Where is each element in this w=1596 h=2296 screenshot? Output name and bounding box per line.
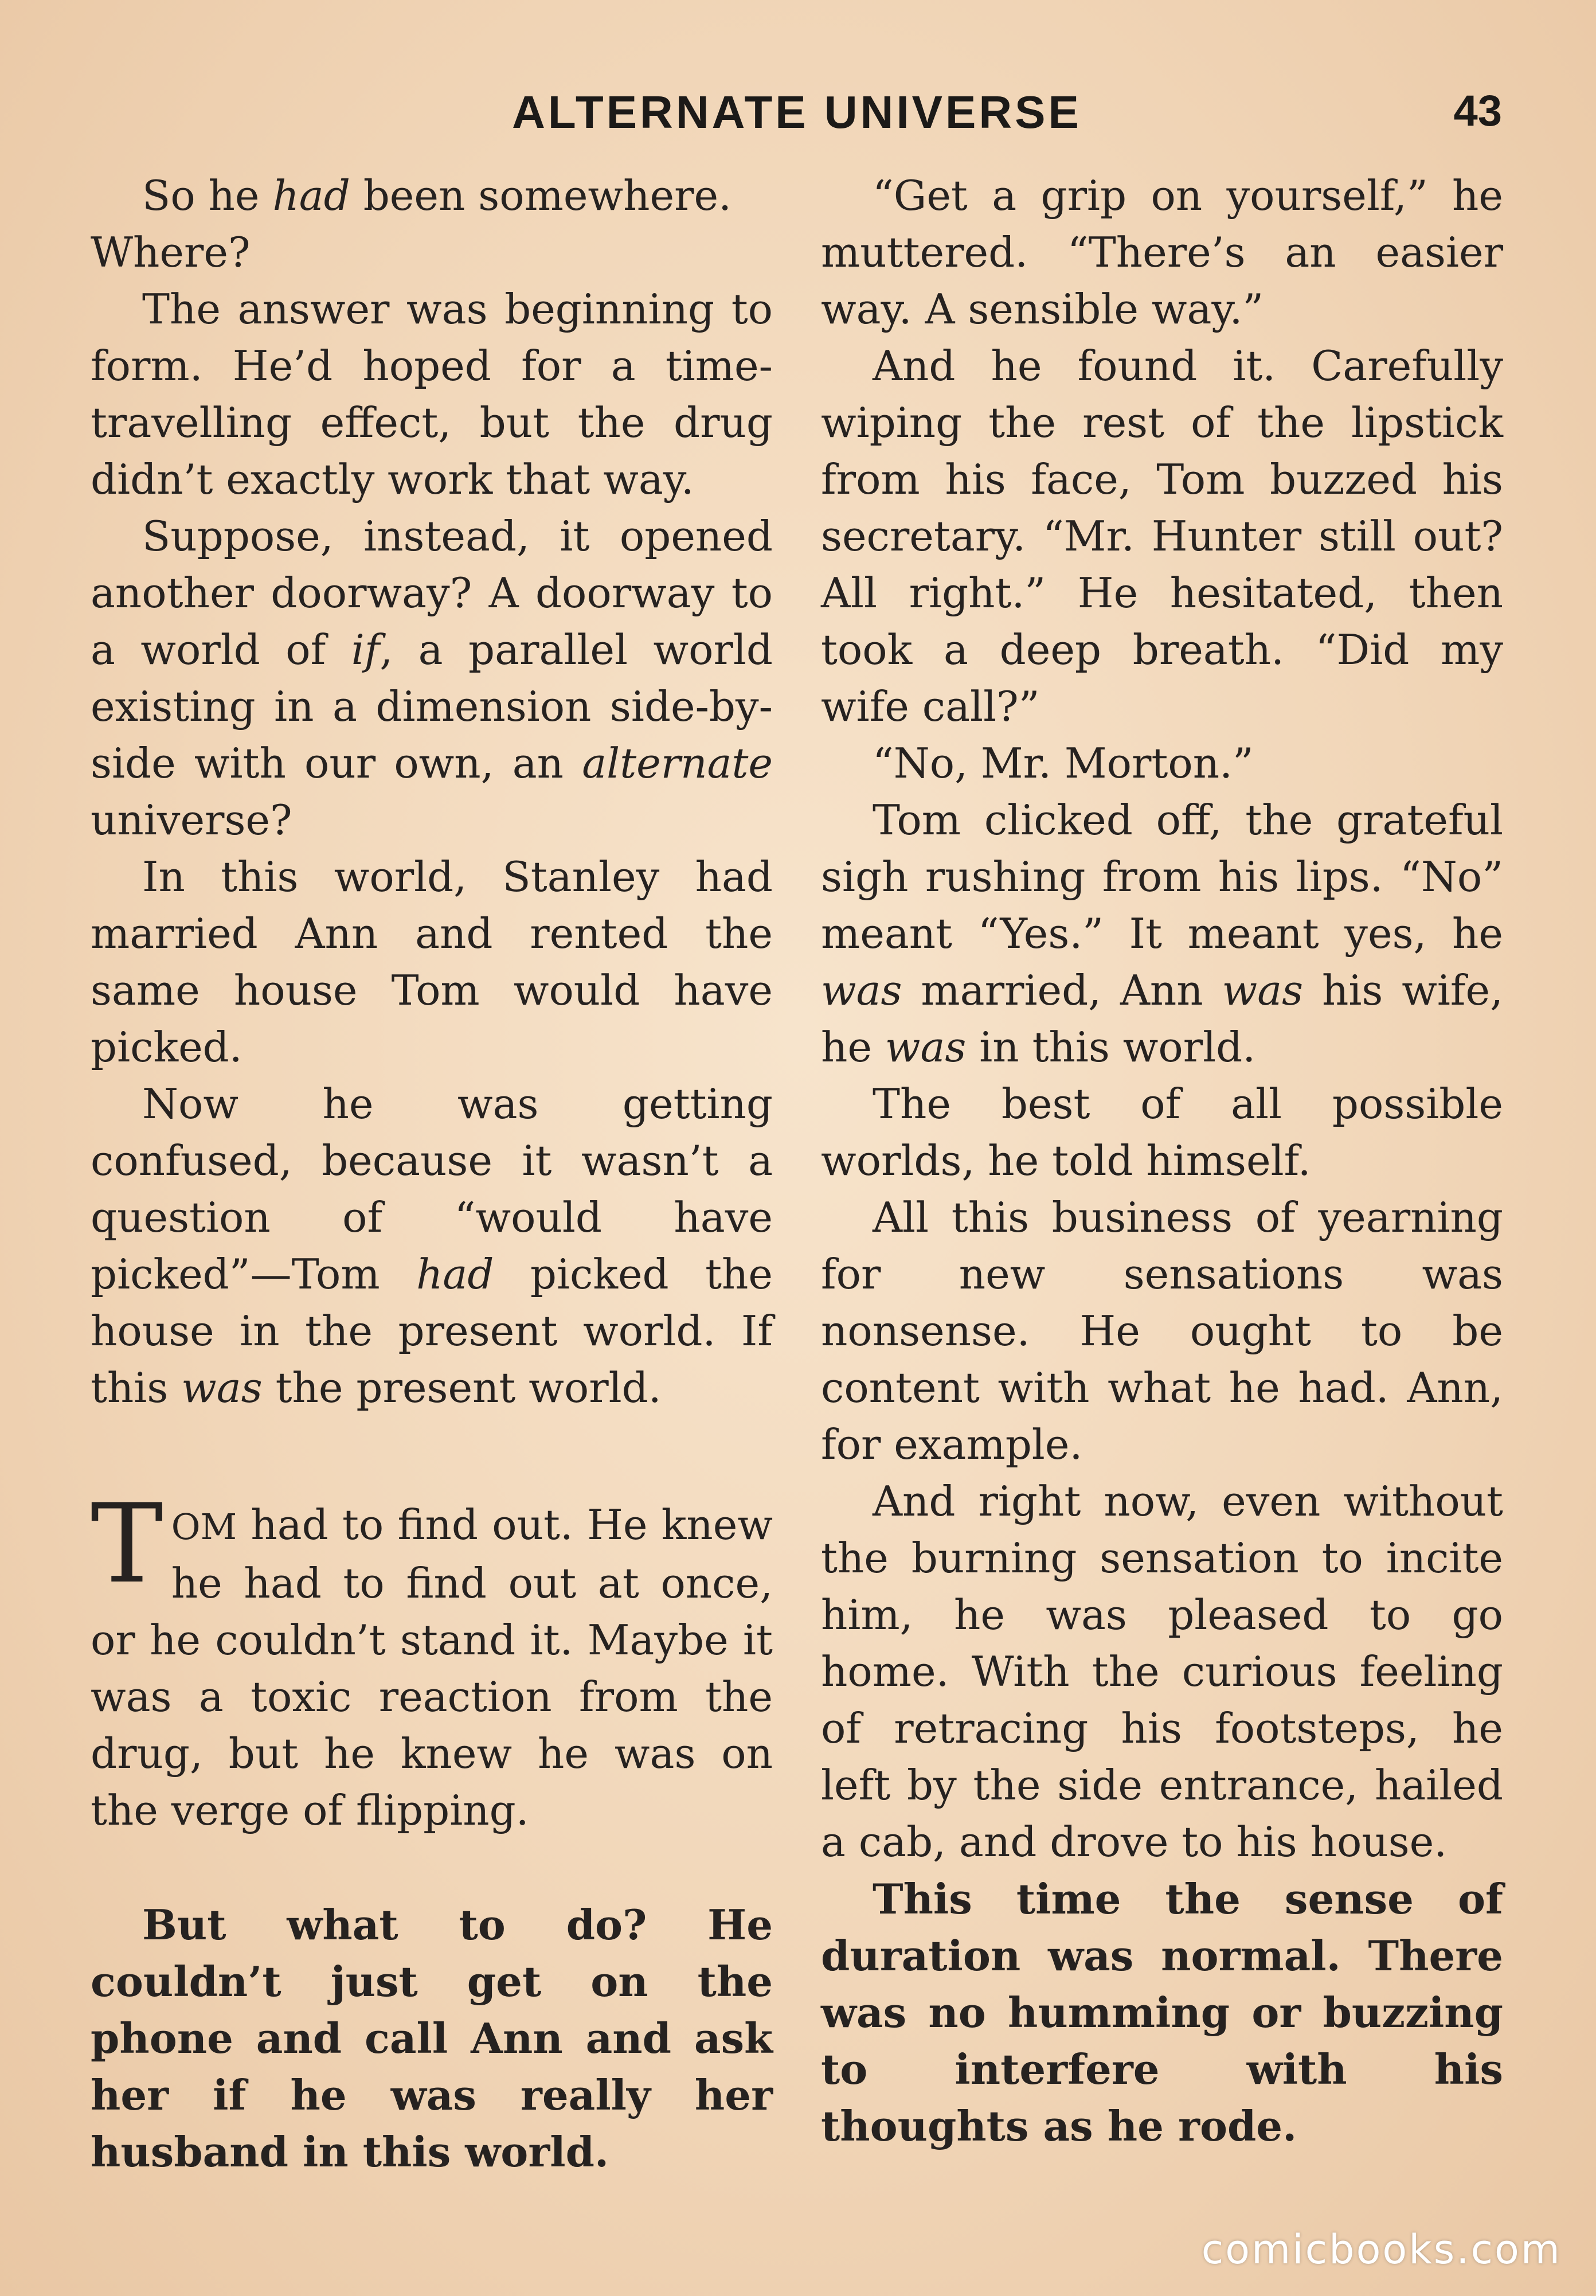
emphasis: had — [272, 171, 350, 220]
text: So he — [142, 171, 273, 220]
paragraph: All this business of yearning for new sensations was nonsense. He ought to be content with what he had. Ann, for example. — [821, 1193, 1503, 1469]
paragraph — [821, 792, 1503, 1076]
text: OM — [171, 1506, 237, 1548]
text: had to find out. He knew he had to find out at once, or he couldn’t stand it. Maybe it was a toxic reaction from the drug, but he knew he was on the verge of flipping. — [91, 1501, 773, 1834]
emphasis: had — [416, 1250, 494, 1298]
paragraph — [91, 1481, 773, 1839]
text: Tom clicked off, the grateful sigh rushing from his lips. “No” meant “Yes.” It meant yes, he — [821, 796, 1503, 958]
emphasis: was — [821, 966, 902, 1014]
text: Suppose, instead, it opened another doorway? A doorway to a world of — [91, 512, 773, 674]
paragraph: In this world, Stanley had married Ann and rented the same house Tom would have picked. — [91, 853, 773, 1071]
section-break — [91, 1416, 773, 1497]
emphasis: alternate — [582, 739, 773, 787]
page-number: 43 — [1453, 87, 1502, 135]
left-column — [91, 167, 773, 2180]
emphasis: was — [1222, 966, 1304, 1014]
text: picked the house in the present world. If this — [91, 1250, 773, 1412]
text: in this world. — [966, 1023, 1256, 1071]
drop-cap: T — [91, 1481, 163, 1607]
paragraph — [91, 167, 773, 281]
paragraph: The best of all possible worlds, he told himself. — [821, 1080, 1503, 1185]
paragraph: And he found it. Carefully wiping the rest of the lipstick from his face, Tom buzzed his secretary. “Mr. Hunter still out? All right.” He hesitated, then took a deep breath. “Did my wife call?” — [821, 342, 1503, 731]
paragraph: This time the sense of duration was normal. There was no humming or buzzing to interfere with his thoughts as he rode. — [821, 1875, 1503, 2150]
emphasis: was — [181, 1364, 263, 1412]
text: the present world. — [262, 1364, 662, 1412]
emphasis: if — [351, 626, 380, 674]
paragraph: “Get a grip on yourself,” he muttered. “There’s an easier way. A sensible way.” — [821, 171, 1503, 333]
page-header — [92, 86, 1502, 149]
paragraph: But what to do? He couldn’t just get on the phone and call Ann and ask her if he was really her husband in this world. — [91, 1900, 773, 2176]
watermark: comicbooks.com — [1201, 2226, 1562, 2273]
paragraph: And right now, even without the burning sensation to incite him, he was pleased to go home. With the curious feeling of retracing his footsteps, he left by the side entrance, hailed a cab, and drove to his house. — [821, 1477, 1503, 1866]
emphasis: was — [885, 1023, 967, 1071]
spacer — [91, 1839, 773, 1896]
text: , a parallel world existing in a dimension side-by-side with our own, an — [91, 626, 773, 787]
text: universe? — [91, 796, 292, 844]
paragraph: “No, Mr. Morton.” — [873, 739, 1254, 787]
text: his wife, he — [821, 966, 1503, 1071]
right-column — [821, 167, 1503, 2154]
text: Where? — [91, 228, 251, 276]
paragraph — [91, 1076, 773, 1416]
running-title: ALTERNATE UNIVERSE — [512, 87, 1082, 138]
text: Now he was getting confused, because it wasn’t a question of “would have picked”—Tom — [91, 1080, 773, 1298]
text: married, Ann — [902, 966, 1222, 1014]
text: been somewhere. — [350, 171, 732, 220]
paragraph — [91, 508, 773, 849]
paragraph: The answer was beginning to form. He’d hoped for a time-travelling effect, but the drug didn’t exactly work that way. — [91, 285, 773, 503]
